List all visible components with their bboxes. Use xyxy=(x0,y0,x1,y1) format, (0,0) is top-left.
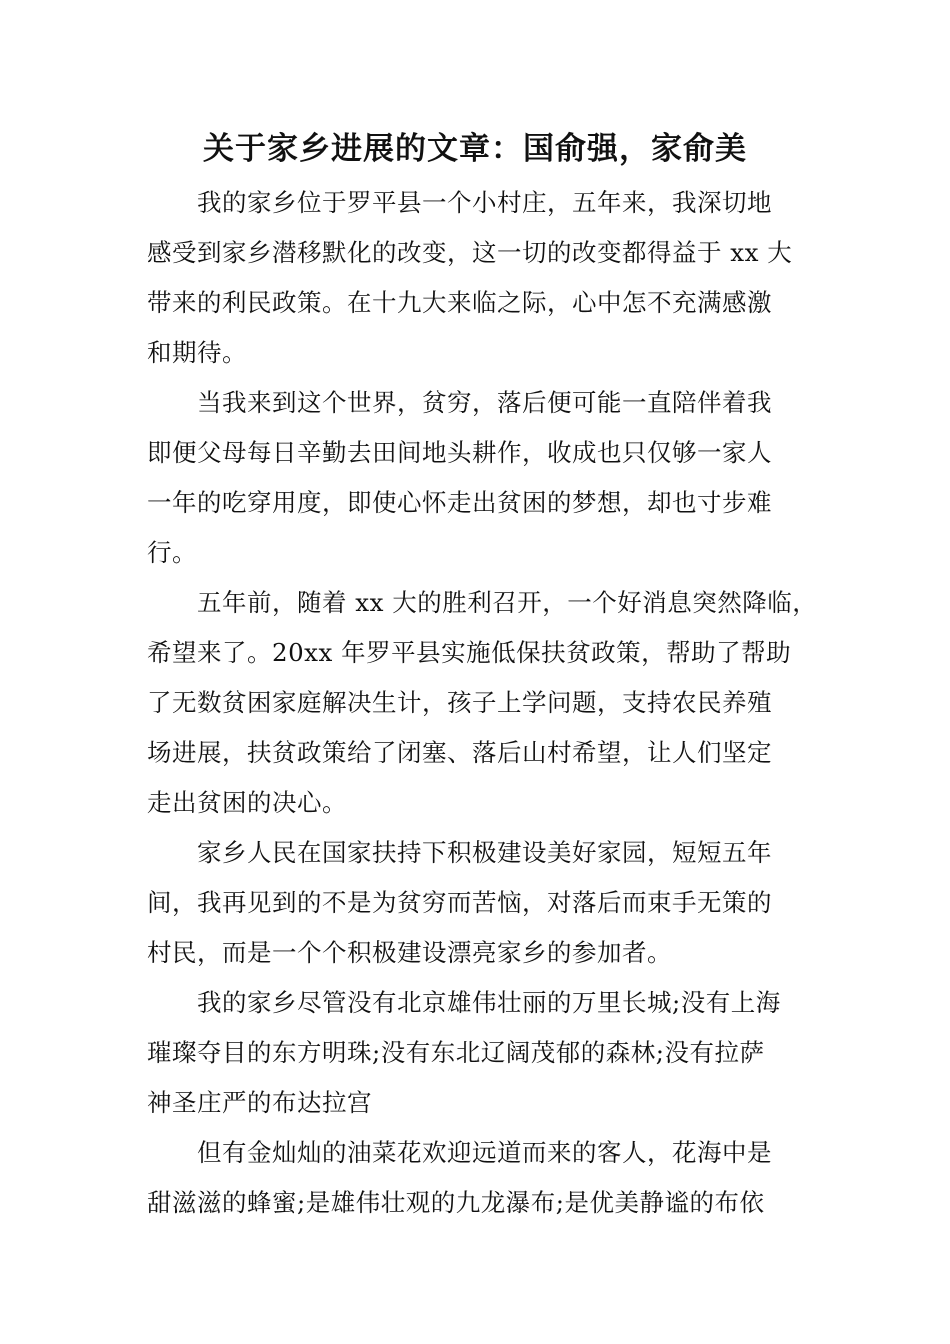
paragraph-line: 带来的利民政策。在十九大来临之际，心中怎不充满感激 xyxy=(147,288,772,317)
paragraph-line: 希望来了。20xx 年罗平县实施低保扶贫政策，帮助了帮助 xyxy=(147,638,792,667)
paragraph-line: 即便父母每日辛勤去田间地头耕作，收成也只仅够一家人 xyxy=(147,438,772,467)
paragraph-line: 间，我再见到的不是为贫穷而苦恼，对落后而束手无策的 xyxy=(147,888,772,917)
paragraph-line: 我的家乡尽管没有北京雄伟壮丽的万里长城;没有上海 xyxy=(197,988,781,1017)
paragraph-line: 村民，而是一个个积极建设漂亮家乡的参加者。 xyxy=(147,938,672,967)
paragraph-line: 璀璨夺目的东方明珠;没有东北辽阔茂郁的森林;没有拉萨 xyxy=(147,1038,765,1067)
paragraph-line: 我的家乡位于罗平县一个小村庄，五年来，我深切地 xyxy=(197,188,772,217)
document-title: 关于家乡进展的文章：国俞强，家俞美 xyxy=(203,131,747,167)
paragraph-line: 家乡人民在国家扶持下积极建设美好家园，短短五年 xyxy=(197,838,772,867)
paragraph-line: 行。 xyxy=(147,538,197,567)
paragraph-line: 了无数贫困家庭解决生计，孩子上学问题，支持农民养殖 xyxy=(147,688,772,717)
paragraph-line: 当我来到这个世界，贫穷，落后便可能一直陪伴着我 xyxy=(197,388,772,417)
paragraph-line: 但有金灿灿的油菜花欢迎远道而来的客人，花海中是 xyxy=(197,1138,772,1167)
paragraph-line: 和期待。 xyxy=(147,338,247,367)
paragraph-line: 五年前，随着 xx 大的胜利召开，一个好消息突然降临， xyxy=(197,588,818,617)
paragraph-line: 甜滋滋的蜂蜜;是雄伟壮观的九龙瀑布;是优美静谧的布依 xyxy=(147,1188,765,1217)
paragraph-line: 神圣庄严的布达拉宫 xyxy=(147,1088,372,1117)
paragraph-line: 一年的吃穿用度，即使心怀走出贫困的梦想，却也寸步难 xyxy=(147,488,772,517)
paragraph-line: 走出贫困的决心。 xyxy=(147,788,347,817)
paragraph-line: 场进展，扶贫政策给了闭塞、落后山村希望，让人们坚定 xyxy=(147,738,772,767)
paragraph-line: 感受到家乡潜移默化的改变，这一切的改变都得益于 xx 大 xyxy=(147,238,793,267)
